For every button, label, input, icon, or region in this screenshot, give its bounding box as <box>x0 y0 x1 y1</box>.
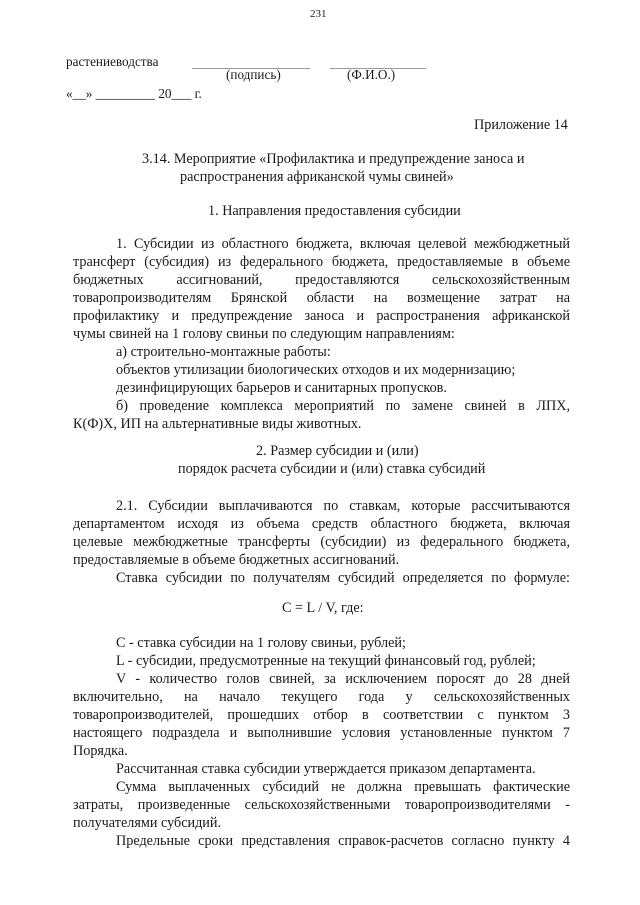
appendix-label: Приложение 14 <box>474 117 568 133</box>
formula: С = L / V, где: <box>282 600 364 616</box>
heading-directions: 1. Направления предоставления субсидии <box>208 203 461 219</box>
closing-line: получателями субсидий. <box>73 815 222 831</box>
closing-line: Сумма выплаченных субсидий не должна превышать фактические <box>116 779 570 795</box>
list-item: К(Ф)Х, ИП на альтернативные виды животных. <box>73 416 362 432</box>
para1-line: товаропроизводителям Брянской области на возмещение затрат на <box>73 290 570 306</box>
para2-line: департаментом исходя из объема средств областного бюджета, включая <box>73 516 570 532</box>
list-item: а) строительно-монтажные работы: <box>116 344 331 360</box>
formula-intro: Ставка субсидии по получателям субсидий определяется по формуле: <box>116 570 570 586</box>
closing-line: Рассчитанная ставка субсидии утверждается приказом департамента. <box>116 761 536 777</box>
definition-line: настоящего подраздела и выполнившие условия установленные пунктом 7 <box>73 725 570 741</box>
date-line: «__» _________ 20___ г. <box>66 86 202 101</box>
list-item: объектов утилизации биологических отходов и их модернизацию; <box>116 362 516 378</box>
closing-line: затраты, произведенные сельскохозяйственными товаропроизводителями - <box>73 797 570 813</box>
definition-line: Порядка. <box>73 743 128 759</box>
closing-line: Предельные сроки представления справок-расчетов согласно пункту 4 <box>116 833 570 849</box>
section-title-line: распространения африканской чумы свиней» <box>180 169 454 185</box>
section-title-line: 3.14. Мероприятие «Профилактика и предупреждение заноса и <box>142 151 525 167</box>
para1-line: профилактику и предупреждение заноса и распространения африканской <box>73 308 570 324</box>
position-fragment: растениеводства <box>66 54 159 69</box>
heading-size-line: порядок расчета субсидии и (или) ставка субсидий <box>178 461 486 477</box>
para2-line: предоставляемые в объеме бюджетных ассигнований. <box>73 552 400 568</box>
definition-line: L - субсидии, предусмотренные на текущий финансовый год, рублей; <box>116 653 536 669</box>
para2-line: 2.1. Субсидии выплачиваются по ставкам, которые рассчитываются <box>116 498 570 514</box>
list-item: б) проведение комплекса мероприятий по замене свиней в ЛПХ, <box>116 398 570 414</box>
para1-line: 1. Субсидии из областного бюджета, включая целевой межбюджетный <box>116 236 570 252</box>
definition-line: включительно, на начало текущего года у сельскохозяйственных <box>73 689 570 705</box>
para1-line: трансферт (субсидия) из федерального бюджета, предоставляемые в объеме <box>73 254 570 270</box>
para1-line: чумы свиней на 1 голову свиньи по следующим направлениям: <box>73 326 455 342</box>
signature-caption: (подпись) <box>226 67 281 82</box>
heading-size-line: 2. Размер субсидии и (или) <box>256 443 419 459</box>
para2-line: целевые межбюджетные трансферты (субсидии) из федерального бюджета, <box>73 534 570 550</box>
para1-line: бюджетных ассигнований, предоставляются сельскохозяйственным <box>73 272 570 288</box>
name-caption: (Ф.И.О.) <box>347 67 396 82</box>
page-number: 231 <box>310 8 327 20</box>
definition-line: товаропроизводителей, прошедших отбор в соответствии с пунктом 3 <box>73 707 570 723</box>
list-item: дезинфицирующих барьеров и санитарных пропусков. <box>116 380 447 396</box>
definition-line: С - ставка субсидии на 1 голову свиньи, рублей; <box>116 635 406 651</box>
definition-line: V - количество голов свиней, за исключением поросят до 28 дней <box>116 671 570 687</box>
